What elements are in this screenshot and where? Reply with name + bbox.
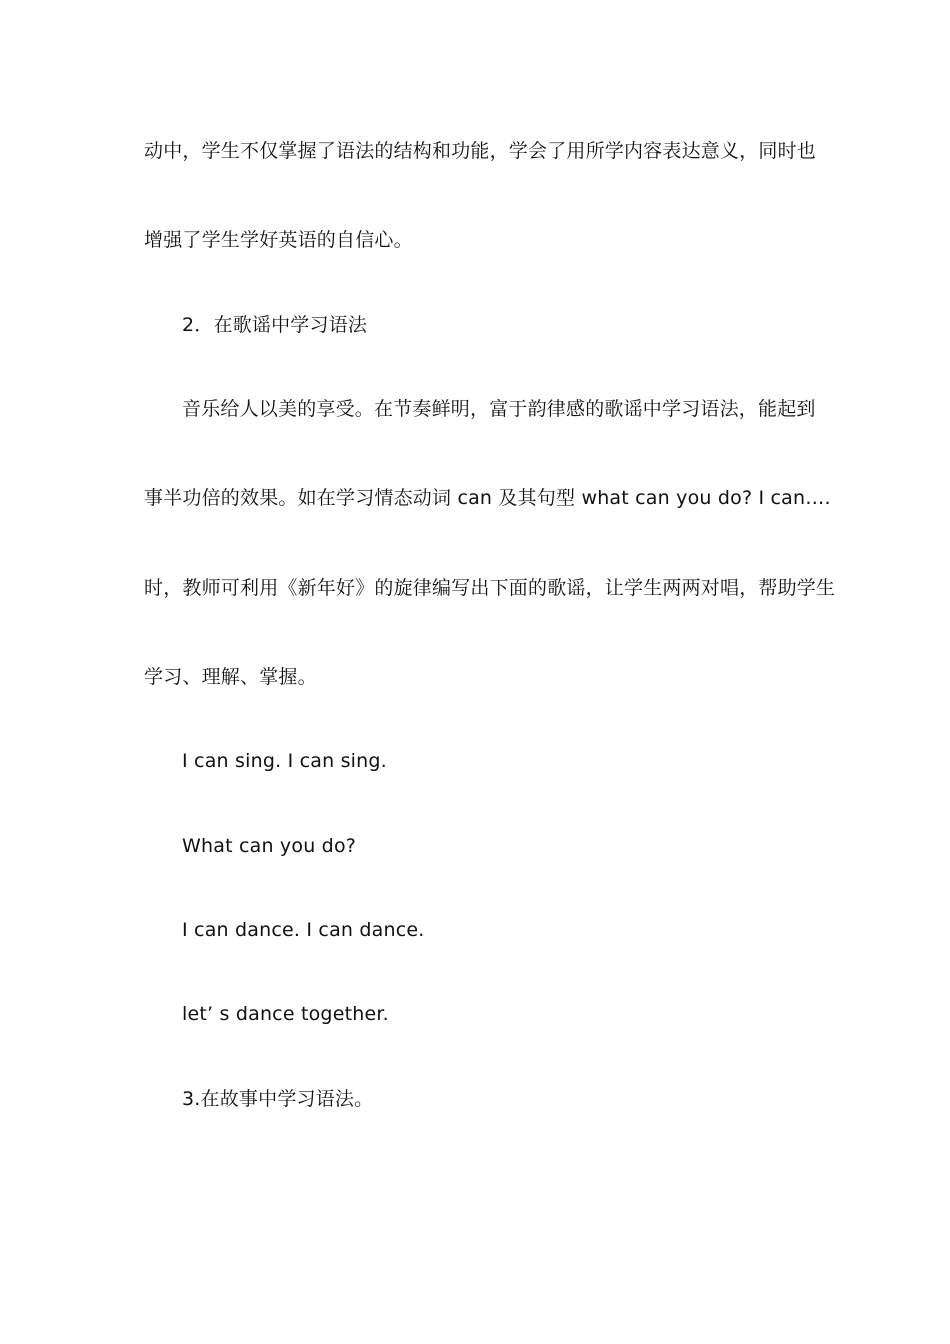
- paragraph-line: 增强了学生学好英语的自信心。: [144, 229, 413, 251]
- song-line: let’ s dance together.: [182, 1003, 389, 1025]
- paragraph-line: 学习、理解、掌握。: [144, 666, 317, 688]
- song-line: I can dance. I can dance.: [182, 919, 425, 941]
- paragraph-line: 时，教师可利用《新年好》的旋律编写出下面的歌谣，让学生两两对唱，帮助学生: [144, 577, 836, 599]
- section-heading: 3.在故事中学习语法。: [182, 1088, 374, 1110]
- song-line: I can sing. I can sing.: [182, 750, 387, 772]
- song-line: What can you do?: [182, 835, 357, 857]
- paragraph-line: 音乐给人以美的享受。在节奏鲜明，富于韵律感的歌谣中学习语法，能起到: [182, 398, 816, 420]
- paragraph-line: 事半功倍的效果。如在学习情态动词 can 及其句型 what can you do? I can….: [144, 487, 831, 509]
- paragraph-line: 动中，学生不仅掌握了语法的结构和功能，学会了用所学内容表达意义，同时也: [144, 140, 817, 162]
- section-heading: 2．在歌谣中学习语法: [182, 314, 368, 336]
